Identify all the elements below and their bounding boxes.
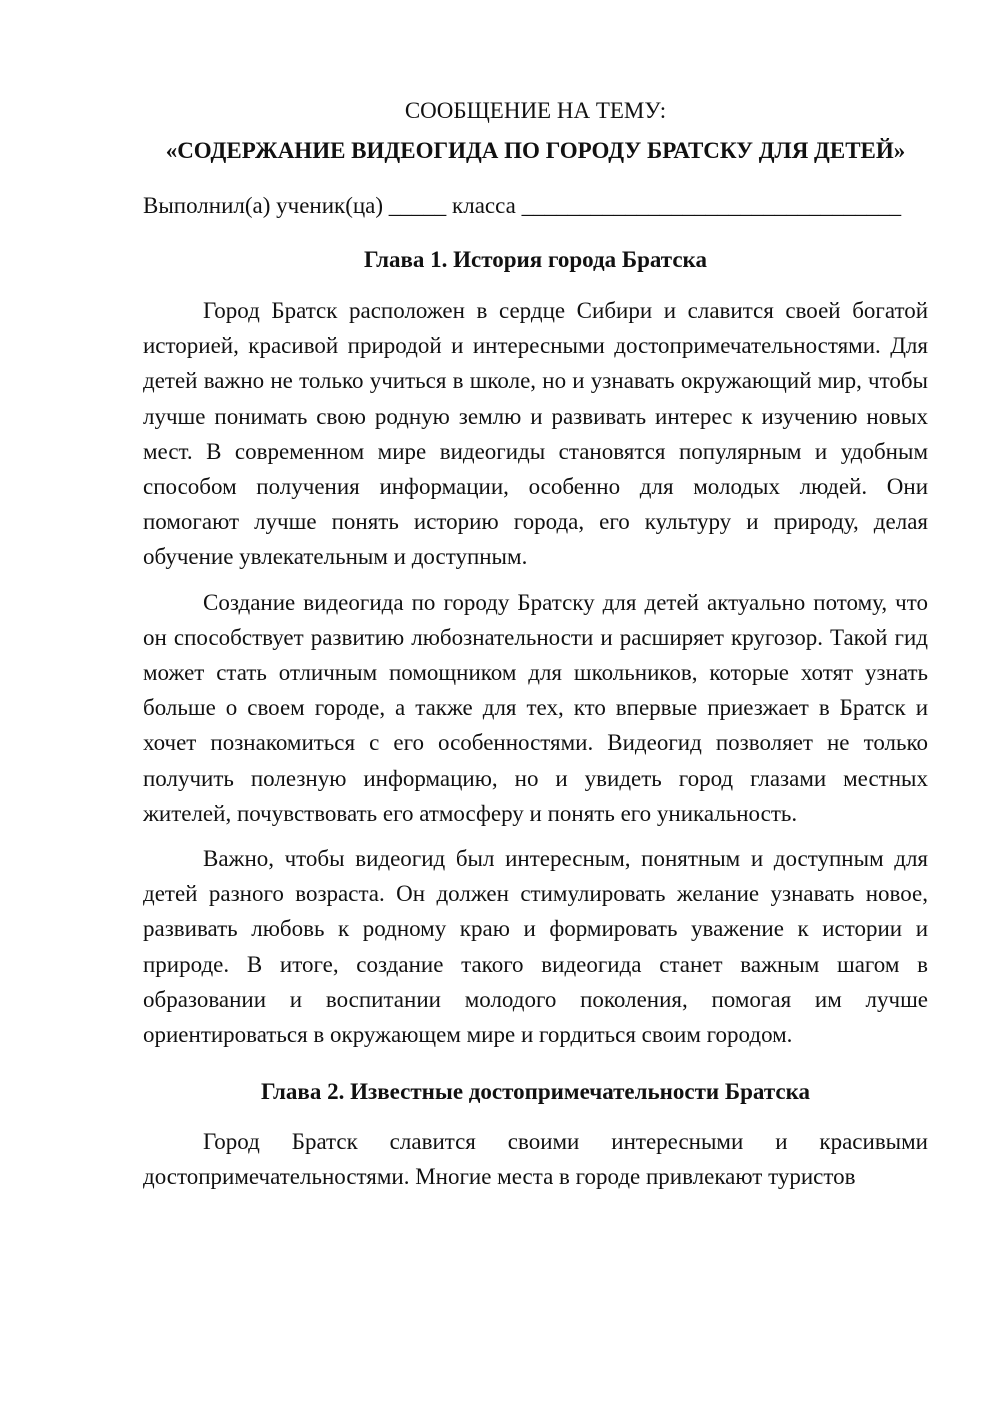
chapter-2 — [143, 1077, 928, 1194]
chapter-1-paragraph-2: Создание видеогида по городу Братску для детей актуально потому, что он способствует развитию любознательности и расширяет кругозор. Такой гид может стать отличным помощником для школьников, которые хотят узнать больше о своем городе, а также для тех, кто впервые приезжает в Братск и хочет познакомиться с его особенностями. Видеогид позволяет не только получить полезную информацию, но и увидеть город глазами местных жителей, почувствовать его атмосферу и понять его уникальность. — [143, 589, 928, 826]
author-line: Выполнил(а) ученик(ца) _____ класса _________________________________ — [143, 193, 902, 218]
chapter-1 — [143, 245, 928, 1052]
chapter-1-paragraph-1: Город Братск расположен в сердце Сибири и славится своей богатой историей, красивой природой и интересными достопримечательностями. Для детей важно не только учиться в школе, но и узнавать окружающий мир, чтобы лучше понимать свою родную землю и развивать интерес к изучению новых мест. В современном мире видеогиды становятся популярным и удобным способом получения информации, особенно для молодых людей. Они помогают лучше понять историю города, его культуру и природу, делая обучение увлекательным и доступным. — [143, 298, 928, 570]
chapter-1-paragraph-3: Важно, чтобы видеогид был интересным, понятным и доступным для детей разного возраста. Он должен стимулировать желание узнавать новое, развивать любовь к родному краю и формировать уважение к истории и природе. В итоге, создание такого видеогида станет важным шагом в образовании и воспитании молодого поколения, помогая им лучше ориентироваться в окружающем мире и гордиться своим городом. — [143, 846, 928, 1048]
document-page — [143, 96, 928, 1195]
document-title: «СОДЕРЖАНИЕ ВИДЕОГИДА ПО ГОРОДУ БРАТСКУ ДЛЯ ДЕТЕЙ» — [165, 138, 906, 163]
document-header-line: СООБЩЕНИЕ НА ТЕМУ: — [404, 98, 667, 123]
chapter-2-heading: Глава 2. Известные достопримечательности Братска — [260, 1079, 811, 1105]
chapter-2-paragraph-1: Город Братск славится своими интересными и красивыми достопримечательностями. Многие места в городе привлекают туристов — [143, 1129, 928, 1190]
chapter-1-heading: Глава 1. История города Братска — [364, 247, 707, 272]
